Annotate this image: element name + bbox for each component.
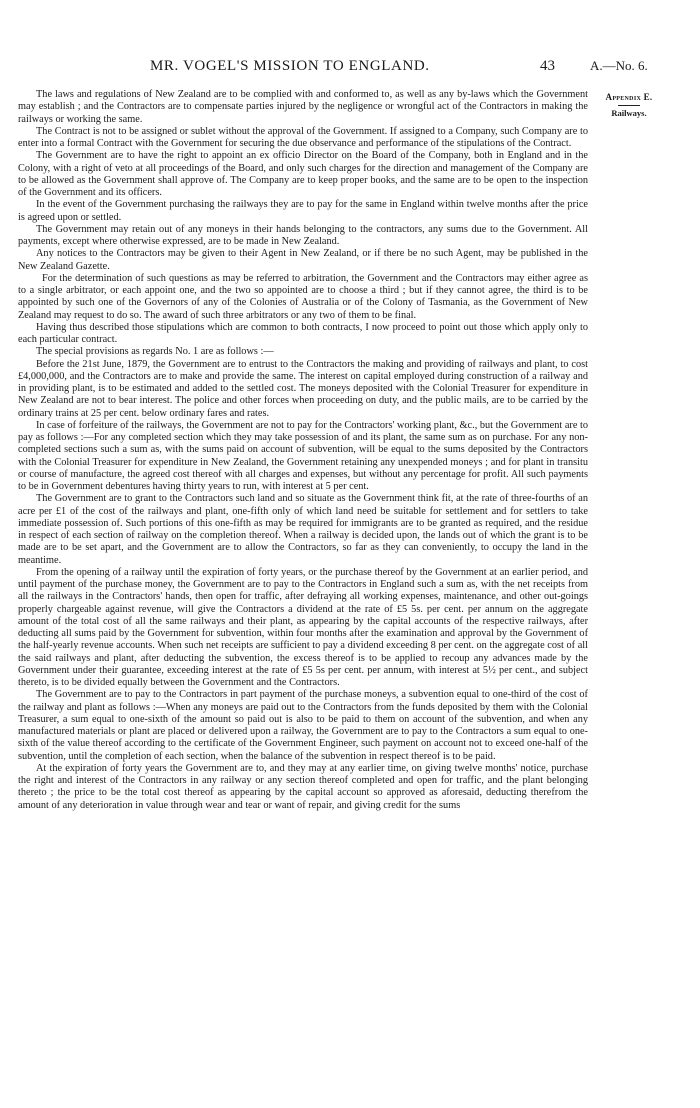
appendix-label: Appendix E. [605,92,653,102]
paragraph: The laws and regulations of New Zealand are to be complied with and conformed to, as well as any by-laws which the Government may establish ; and the Contractors are to compensate parties injured by the negligence or wrongful act of the Contractors in making the railways or working the same. [18,89,588,125]
page-title: MR. VOGEL'S MISSION TO ENGLAND. [150,58,430,74]
subject-label: Railways. [611,108,647,118]
document-reference: A.—No. 6. [590,58,648,73]
paragraph: The Government may retain out of any moneys in their hands belonging to the contractors, any sums due to the Government. All payments, except where otherwise expressed, are to be made in New Zealand. [18,223,588,247]
paragraph: The Government are to pay to the Contractors in part payment of the purchase moneys, a subvention equal to one-third of the cost of the railway and plant as follows :—When any moneys are paid out to the Contractors from the funds deposited by them with the Colonial Treasurer, a sum equal to one-sixth of the amount so paid out is also to be paid to them on account of the subvention, and when any manufactured materials or plant are placed or delivered upon a railway, the Government are to pay to the Contractors a sum equal to one-sixth of the value thereof according to the certificate of the Government Engineer, such payment on account not to exceed one-half of the subvention, until the completion of each section, when the balance of the subvention in respect thereof is to be paid. [18,689,588,762]
paragraph: In case of forfeiture of the railways, the Government are not to pay for the Contractors' working plant, &c., but the Government are to pay as follows :—For any completed section which they may take possession of and its plant, the same sum as on purchase. For any non-completed sections such a sum as, with the sums paid on account of subvention, will be equal to the sums deposited by the Contractors with the Colonial Treasurer for expenditure in New Zealand, the Government retaining any unexpended moneys ; and for plant in transitu or course of manufacture, the agreed cost thereof with all charges and expenses, but without any percentage for profit. All such payments to be in Government debentures having thirty years to run, with interest at 5 per cent. [18,419,588,492]
paragraph: For the determination of such questions as may be referred to arbitration, the Government and the Contractors may either agree as to a single arbitrator, or each appoint one, and the two so appointed are to choose a third ; but if they cannot agree, the third is to be appointed by such one of the Governors of any of the Colonies of Australia or of the Colony of Tasmania, as the Government of New Zealand may request to do so. The award of such three arbitrators or any two of them to be final. [18,272,588,321]
paragraph: Before the 21st June, 1879, the Government are to entrust to the Contractors the making and providing of railways and plant, to cost £4,000,000, and the Contractors are to make and provide the same. The interest on capital employed during construction of a railway and in providing plant, is to be estimated and added to the settled cost. The moneys deposited with the Colonial Treasurer for expenditure in New Zealand are not to bear interest. The police and other forces when proceeding on duty, and the public mails, are to be carried by the ordinary trains at 25 per cent. below ordinary fares and rates. [18,358,588,419]
margin-divider [618,105,640,106]
paragraph: In the event of the Government purchasing the railways they are to pay for the same in England within twelve months after the price is agreed upon or settled. [18,199,588,223]
paragraph: Having thus described those stipulations which are common to both contracts, I now proceed to point out those which apply only to each particular contract. [18,321,588,345]
paragraph: From the opening of a railway until the expiration of forty years, or the purchase thereof by the Government at an earlier period, and until payment of the purchase money, the Government are to pay to the Contractors in England such a sum as, with the net receipts from all the railways in the Contractors' hands, then open for traffic, after defraying all working expenses, maintenance, and other out-goings properly chargeable against revenue, will give the Contractors a dividend at the rate of £5 5s. per cent. per annum on the aggregate amount of the total cost of all the same railways and their plant, as appearing by the capital accounts of the respective railways, after deducting all sums paid by the Government for subvention, within four months after the examination and approval by the Government of the half-yearly revenue accounts. When such net receipts are sufficient to pay a dividend exceeding 8 per cent. on the aggregate cost of all the said railways and plant, after deducting the subvention, the excess thereof is to be applied to recoup any advances made by the Government under their guarantee, exceeding interest at the rate of £5 5s per cent. per annum, with interest at 5½ per cent., and subject thereto, is to be divided equally between the Government and the Contractors. [18,566,588,688]
body-text [18,89,588,812]
paragraph: The Government are to have the right to appoint an ex officio Director on the Board of the Company, both in England and in the Colony, with a right of veto at all proceedings of the Board, and only such charges for the direction and management of the Company are to be allowed as the Government shall approve of. The Company are to keep proper books, and the same are to be open to the inspection of the Government and its officers. [18,150,588,198]
margin-note [594,92,664,119]
paragraph: The Contract is not to be assigned or sublet without the approval of the Government. If assigned to a Company, such Company are to enter into a formal Contract with the Government for securing the due observance and performance of the stipulations of the Contract. [18,125,588,149]
page-number: 43 [540,58,555,74]
paragraph: The Government are to grant to the Contractors such land and so situate as the Government think fit, at the rate of three-fourths of an acre per £1 of the cost of the railways and plant, one-fifth only of which land need be suitable for settlement and for settlers to take immediate possession of. Such portions of this one-fifth as may be required for immigrants are to be granted as required, and the residue in respect of each section of railway on the completion thereof. When a railway is decided upon, the lands out of which the grant is to be made are to be set apart, and the Government are to allow the Contractors, so far as they can conveniently, to occupy the land in the meantime. [18,493,588,566]
paragraph: Any notices to the Contractors may be given to their Agent in New Zealand, or if there be no such Agent, may be published in the New Zealand Gazette. [18,248,588,272]
paragraph: The special provisions as regards No. 1 are as follows :— [36,346,274,358]
page-header [0,58,700,78]
paragraph: At the expiration of forty years the Government are to, and they may at any earlier time, on giving twelve months' notice, purchase the right and interest of the Contractors in any railway or any section thereof completed and open for traffic, and the plant belonging thereto ; the price to be the total cost thereof as appearing by the capital account so approved as aforesaid, deducting therefrom the amount of any deterioration in value through wear and tear or want of repair, and giving credit for the sums [18,762,588,811]
